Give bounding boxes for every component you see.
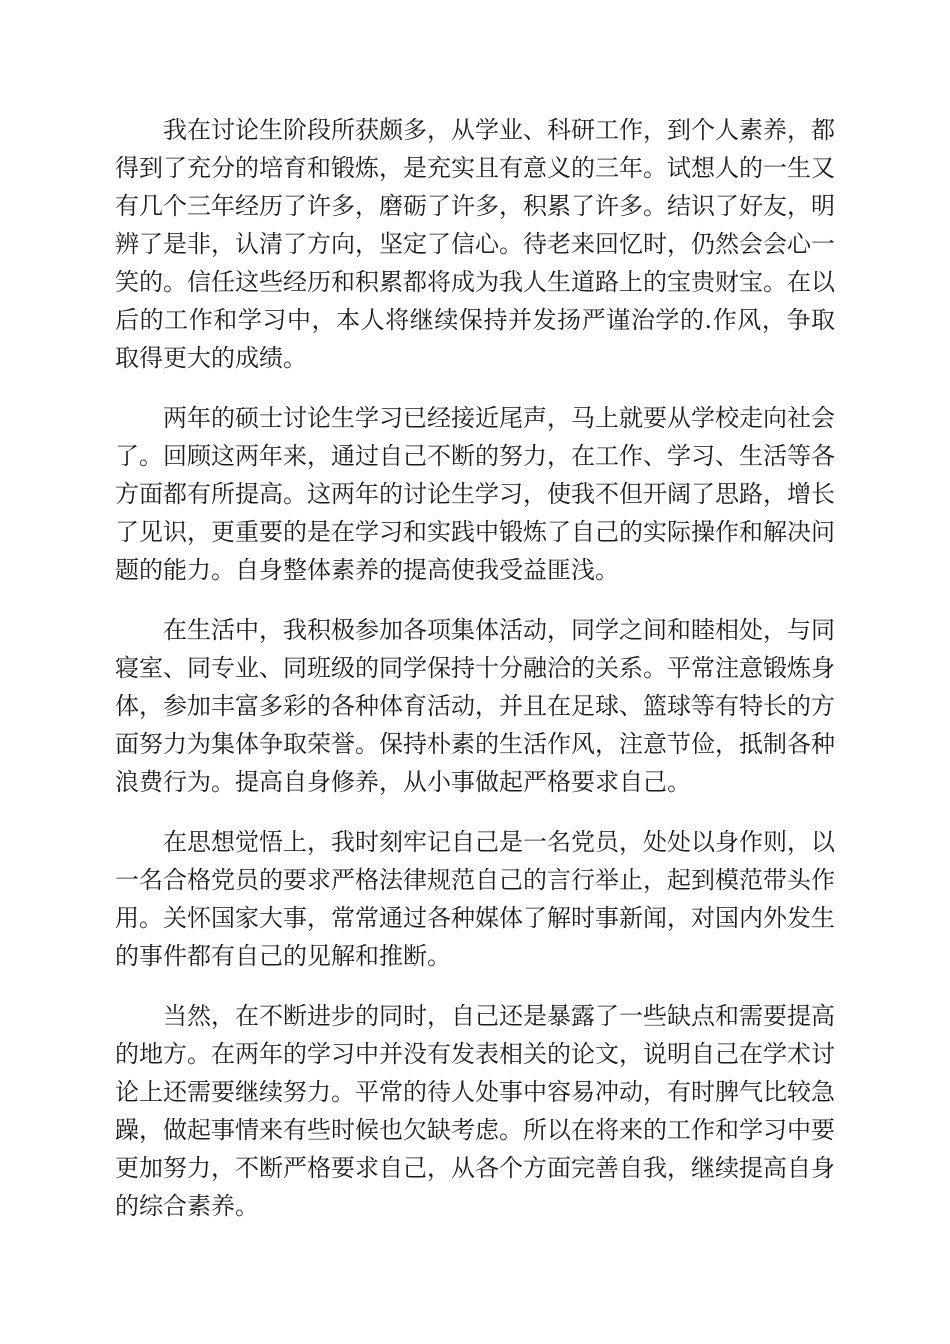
paragraph-life: 在生活中，我积极参加各项集体活动，同学之间和睦相处，与同寝室、同专业、同班级的同学保持十分融洽的关系。平常注意锻炼身体，参加丰富多彩的各种体育活动，并且在足球、篮球等有特长的方面努力为集体争取荣誉。保持朴素的生活作风，注意节俭，抵制各种浪费行为。提高自身修养，从小事做起严格要求自己。 — [115, 616, 835, 796]
paragraph-masters-study: 两年的硕士讨论生学习已经接近尾声，马上就要从学校走向社会了。回顾这两年来，通过自己不断的努力，在工作、学习、生活等各方面都有所提高。这两年的讨论生学习，使我不但开阔了思路，增长了见识，更重要的是在学习和实践中锻炼了自己的实际操作和解决问题的能力。自身整体素养的提高使我受益匪浅。 — [115, 404, 835, 584]
paragraph-study-reflection: 我在讨论生阶段所获颇多，从学业、科研工作，到个人素养，都得到了充分的培育和锻炼，是充实且有意义的三年。试想人的一生又有几个三年经历了许多，磨砺了许多，积累了许多。结识了好友，明辨了是非，认清了方向，坚定了信心。待老来回忆时，仍然会会心一笑的。信任这些经历和积累都将成为我人生道路上的宝贵财宝。在以后的工作和学习中，本人将继续保持并发扬严谨治学的.作风，争取取得更大的成绩。 — [115, 116, 835, 372]
document-body — [115, 111, 835, 1247]
paragraph-shortcomings: 当然，在不断进步的同时，自己还是暴露了一些缺点和需要提高的地方。在两年的学习中并没有发表相关的论文，说明自己在学术讨论上还需要继续努力。平常的待人处事中容易冲动，有时脾气比较急躁，做起事情来有些时候也欠缺考虑。所以在将来的工作和学习中要更加努力，不断严格要求自己，从各个方面完善自我，继续提高自身的综合素养。 — [115, 1002, 835, 1220]
paragraph-ideology: 在思想觉悟上，我时刻牢记自己是一名党员，处处以身作则，以一名合格党员的要求严格法律规范自己的言行举止，起到模范带头作用。关怀国家大事，常常通过各种媒体了解时事新闻，对国内外发生的事件都有自己的见解和推断。 — [115, 828, 835, 970]
